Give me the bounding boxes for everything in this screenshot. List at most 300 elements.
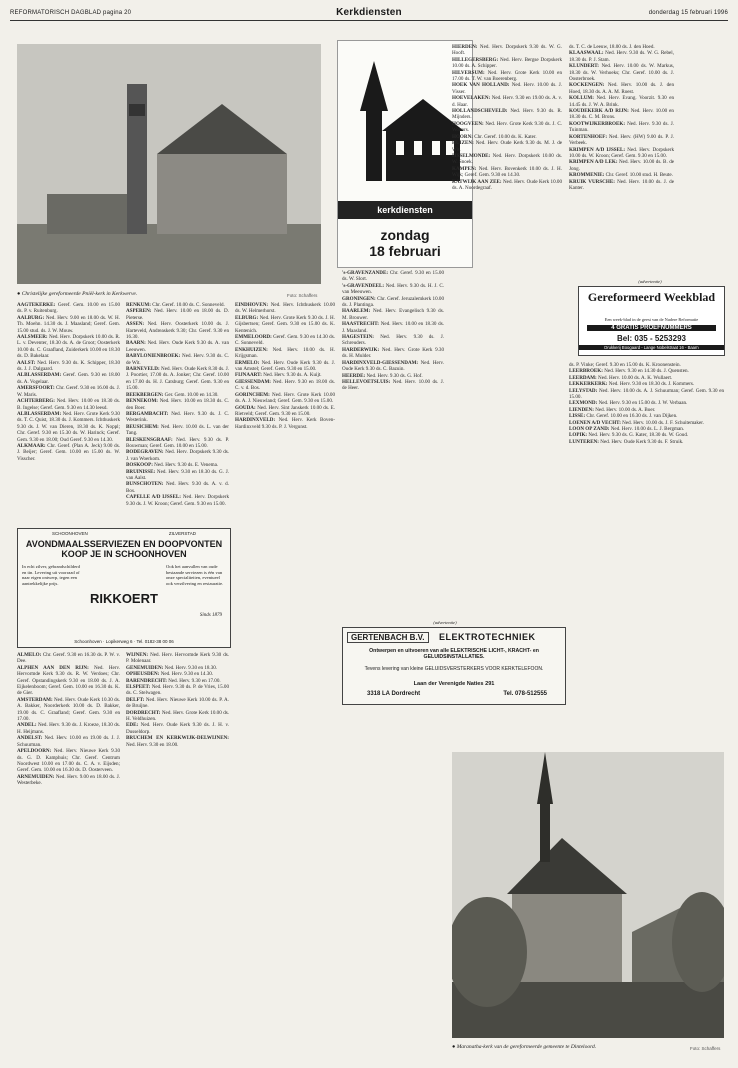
place-name: LOPIK: [569, 432, 588, 439]
service-times: Ned. Herv. 9.30 ds. G. Kater, 18.30 ds. W. Goud. [588, 432, 689, 439]
place-name: ANDELST: [17, 735, 43, 742]
place-name: ERMELO: [235, 359, 260, 366]
service-times: Ned. Herv. 9.30 en 18.00. [126, 741, 179, 748]
place-name: HAASTRECHT: [342, 321, 379, 328]
service-times: ds. P. Vinke; Geref. 9.30 en 15.00 ds. K. Kroonenstein. [569, 362, 681, 368]
service-times: Chr. Geref. 10.00 en 16.30 ds. J. van Dijken. [586, 413, 678, 420]
service-times: Ned. Herv. Grote Kerk 10.00 ds. H. Veldhuizen. [126, 709, 229, 723]
church-listing [126, 735, 229, 748]
church-listing [17, 360, 120, 373]
place-name: LEERDAM: [569, 374, 597, 381]
service-times: Geref. Gem. 9.30 en 18.00 ds. A. Vogelaar. [17, 372, 120, 385]
service-times: Ned. Herv. Dorpskerk 10.00 ds. W. Snoek. [452, 152, 562, 166]
ad-weekblad-tag: (advertentie) [638, 279, 662, 284]
church-listing [17, 372, 120, 385]
church-listing [235, 392, 335, 405]
service-times: Ned. Herv. 9.30 ds. J. C. Westerink. [126, 410, 229, 424]
column-6-lower-list [569, 362, 724, 445]
service-times: Ned. Herv. Dorpskerk 9.30 ds. J. W. Kroon; Geref. Gem. 9.30 en 15.00. [126, 494, 229, 507]
service-times: Ned. Herv. 9.30 en 14.30 ds. J. Quensten. [604, 368, 689, 375]
place-name: BEEKBERGEN: [126, 391, 164, 398]
service-times: Ned. Herv. Grote Kerk 10.00 ds. A. J. Nieuwland; Geref. Gem. 9.30 en 15.00. [235, 391, 335, 405]
place-name: BEUSICHEM: [126, 423, 159, 430]
church-listing [235, 334, 335, 347]
church-listing [126, 449, 229, 462]
service-times: Ned. Herv. 9.30 en 17.00. [168, 677, 221, 684]
place-name: LOENEN A/D VECHT: [569, 419, 621, 426]
place-name: APELDOORN: [17, 748, 52, 755]
service-times: Ned. Herv. 10.00 ds. L. van der Tang. [126, 423, 229, 437]
church-listing [126, 722, 229, 735]
service-times: Ned. Herv. 9.30 ds. R. Mijnders. [452, 108, 562, 121]
place-name: HUIZEN: [452, 140, 474, 147]
church-listing [126, 321, 229, 340]
column-2-upper-list [126, 302, 229, 507]
service-times: Ned. Herv. Ichthuskerk 10.00 ds. W. Helmerhorst. [235, 302, 335, 315]
church-listing [569, 95, 674, 108]
service-times: Ned. Herv. (HW) 9.00 ds. P. J. Verbeek. [569, 133, 674, 147]
place-name: BRUINISSE: [126, 468, 156, 475]
place-name: KRUIK VURSCHE: [569, 178, 615, 185]
service-times: Ned. Herv. 10.00 ds. A. J. Schuurman; Geref. Gem. 9.30 en 15.00. [569, 387, 724, 401]
service-times: Ned. Herv. Grote Kerk 10.00 en 17.00 ds. T. W. van Boerenberg. [452, 69, 562, 83]
service-times: Ned. Herv. 9.30 ds. P. de Vries, 15.00 ds. C. Stelwagen. [126, 684, 229, 697]
service-times: Ned. Herv. 9.30 en 18.00 ds. C. v. d. Bos. [235, 378, 335, 392]
service-times: Ned. Herv. Dorpskerk 10.00 ds. W. Kroon; Geref. Gem. 9.30 en 15.00. [569, 146, 674, 159]
church-listing [569, 121, 674, 134]
ad-rikkoert-label-left: SCHOONHOVEN [52, 531, 88, 536]
church-listing [17, 735, 120, 748]
place-name: LISSE: [569, 413, 586, 420]
church-listing [17, 774, 120, 787]
column-5-list [452, 44, 562, 191]
photo-credit-bottom: Foto: Schaffers [690, 1046, 721, 1051]
place-name: HOEVELAKEN: [452, 95, 491, 102]
church-listing [126, 481, 229, 494]
church-listing [235, 315, 335, 334]
service-times: Ned. Herv. 10.00 ds. A. K. Wullaert. [598, 374, 673, 381]
service-times: Ned. Herv. 10.00 en 19.00 ds. J. J. Schuurman. [17, 735, 120, 748]
church-listing [235, 360, 335, 373]
church-listing [126, 684, 229, 697]
place-name: KORTENHOEF: [569, 133, 608, 140]
service-times: Ned. Herv. 9.30 ds. W. G. Rebel, 18.30 ds. P. J. Stam. [569, 50, 674, 63]
church-listing [17, 302, 120, 315]
place-name: ARNEMUIDEN: [17, 773, 55, 780]
place-name: LEERBROEK: [569, 368, 603, 375]
service-times: Ned. Herv. Hervormde Kerk 9.30 ds. P. Molenaar. [126, 652, 229, 665]
service-times: Ned. Herv. Grote Kerk 9.30 ds. H. Mulder. [342, 346, 444, 360]
place-name: HARDINXVELD: [235, 417, 276, 424]
service-times: Ned. Herv. 10.00 ds. J. Visser. [452, 82, 562, 95]
place-name: DELFT: [126, 696, 145, 703]
ad-gertenbach-tag: (advertentie) [433, 620, 457, 625]
church-listing [126, 411, 229, 424]
header-rule [10, 20, 728, 21]
place-name: HOLLANDSCHEVELD: [452, 108, 508, 115]
column-3-list [235, 302, 335, 430]
place-name: IJSSELMONDE: [452, 152, 491, 159]
photo-caption-bottom: ● Maranatha-kerk van de gereformeerde gemeente te Dinteloord. [452, 1044, 597, 1050]
place-name: ALPHEN AAN DEN RIJN: [17, 664, 89, 671]
column-4-list [342, 270, 444, 392]
service-times: Ned. Herv. Oude Kerk 9.30 ds. J. van Amstel; Geref. Gem. 9.30 en 15.00. [235, 359, 335, 373]
ad-rikkoert-title: AVONDMAALSSERVIEZEN EN DOOPVONTEN KOOP JE IN SCHOONHOVEN [25, 539, 223, 559]
service-times: Ned. Herv. 10.00 ds. L. J. Bergman. [610, 426, 685, 433]
service-times: Ned. Herv. 10.00 ds. B. de Jong. [569, 159, 674, 172]
church-listing [17, 398, 120, 411]
service-times: Ned. Herv. 9.30 en 14.30. [160, 671, 214, 678]
church-listing [17, 443, 120, 462]
place-name: BERGAMBACHT: [126, 410, 169, 417]
place-name: 's-GRAVENDEEL: [342, 282, 385, 289]
column-4-upper [342, 270, 444, 618]
ad-rikkoert-label-right: ZILVERSTAD [168, 531, 196, 536]
service-times: Ned. Herv. 9.30 en 18.30 ds. G. J. van Aalst. [126, 468, 229, 481]
church-listing [452, 82, 562, 95]
place-name: ALBLASSERDAM: [17, 372, 62, 379]
service-times: Chr. Geref. Jeruzalemkerk 10.00 ds. J. Plantinga. [342, 295, 444, 309]
column-5 [452, 44, 562, 618]
service-times: Ned. Herv. Oude Kerk 9.30 ds. F. Struik. [600, 438, 684, 445]
church-listing [342, 347, 444, 360]
church-listing [569, 134, 674, 147]
church-listing [126, 652, 229, 665]
place-name: HILVERSUM: [452, 69, 485, 76]
place-name: ANDEL: [17, 722, 37, 729]
church-listing [235, 302, 335, 315]
service-times: Ned. Herv. Oude Kerk 8.30 ds. J. J. Poortier, 17.00 ds. A. Jonker; Chr. Geref. 10.00 en 17.00 ds. H. J. Catsburg; Geref. Gem. 9.30 en 15.00. [126, 366, 229, 392]
ad-gertenbach-address: Laan der Verenigde Naties 291 [413, 681, 495, 687]
place-name: GIESSENDAM: [235, 378, 271, 385]
church-photo-dinteloord-graphic [452, 752, 724, 1038]
place-name: KOOTWIJKERBROEK: [569, 120, 626, 127]
ad-gertenbach-name: GERTENBACH B.V. [347, 632, 429, 643]
service-times: Ned. Herv. 10.00 ds. A. Boer. [595, 406, 656, 413]
place-name: LELYSTAD: [569, 387, 598, 394]
place-name: KRIMPEN A/D LEK: [569, 159, 618, 166]
place-name: LEKKERKERK: [569, 381, 608, 388]
service-times: Ned. Herv. 9.00 en 18.00 ds. J. Westerbeke. [17, 773, 120, 787]
ad-rikkoert-body-left: In echt zilver, gebrandschilderd en tin. Levering uit voorraad of naar eigen ontwerp, tegen een aantrekkelijke prijs. [22, 564, 80, 586]
church-listing [126, 697, 229, 710]
column-1-lower [17, 652, 120, 1060]
column-3-upper [235, 302, 335, 1060]
church-listing [452, 95, 562, 108]
place-name: ALBLASSERDAM: [17, 410, 62, 417]
photo-caption-top: ● Christelijke gereformeerde Pniël-kerk in Kerkwerve. [17, 291, 138, 297]
service-times: Chr. Geref. (Plan A. Jeck) 9.00 ds. J. Beijer; Geref. Gem. 10.00 en 15.00 ds. W. Visscher. [17, 442, 120, 462]
ad-weekblad-sub: Een week-blad in de geest van de Nadere Reformatie [604, 317, 699, 322]
place-name: BLESKENSGRAAF: [126, 436, 173, 443]
service-times: Ned. Herv. Nieuwe Kerk 9.30 ds. G. D. Kamphuis; Chr. Geref. Centrum Noordwest 10.00 en 17.00 ds. C. A. v. Eijsden; Geref. Gem. 10.00 en 16.30 ds. D. Oosterveen. [17, 748, 120, 774]
place-name: WIJNEN: [126, 652, 149, 658]
service-times: Ned. Herv. Bovenkerk 10.00 ds. J. H. Wijk; Geref. Gem. 9.30 en 14.30. [452, 165, 562, 179]
service-times: Ned. Herv. 9.30 ds. C. de Wit. [126, 353, 229, 366]
place-name: AMERSFOORT: [17, 385, 55, 392]
kerkdiensten-day: zondag [380, 227, 430, 243]
column-1-upper [17, 302, 120, 522]
header-paper-name: REFORMATORISCH DAGBLAD pagina 20 [10, 10, 132, 16]
church-listing [17, 315, 120, 334]
service-times: Ned. Herv. 9.30 en 18.30 ds. J. Kommers. [608, 381, 695, 388]
church-listing [569, 439, 724, 445]
church-listing [452, 140, 562, 153]
place-name: HAGESTEIN: [342, 334, 374, 341]
place-name: RENKUM: [126, 302, 151, 308]
church-listing [17, 334, 120, 360]
place-name: GORINCHEM: [235, 391, 270, 398]
church-listing [452, 179, 562, 192]
place-name: AALBURG: [17, 314, 45, 321]
church-listing [126, 437, 229, 450]
place-name: ALMELO: [17, 652, 42, 658]
place-name: AMSTERDAM: [17, 696, 53, 703]
service-times: Ned. Herv. 9.30 ds. H. J. C. van Meeuwen. [342, 282, 444, 296]
place-name: AALSMEER: [17, 334, 48, 341]
church-listing [17, 748, 120, 774]
place-name: HIERDEN: [452, 44, 478, 50]
service-times: Geref. Gem. 9.30 en 14.30 ds. C. Sonneveld. [235, 334, 335, 347]
place-name: LEXMOND: [569, 400, 598, 407]
church-listing [569, 82, 674, 95]
service-times: Ned. Herv. 9.30 ds. K. Schipper, 18.30 ds. J. J. Dalgaard. [17, 359, 120, 373]
service-times: Ned. Herv. 10.00 en 18.30 ds. J. Maasland. [342, 321, 444, 334]
church-listing [17, 722, 120, 735]
church-listing [126, 710, 229, 723]
place-name: HILLEGERSBERG: [452, 56, 499, 63]
church-listing [17, 652, 120, 665]
church-listing [569, 108, 674, 121]
church-listing [235, 417, 335, 430]
service-times: Ned. Herv. 9.30 ds. G. Hof. [366, 372, 423, 379]
service-times: Ned. Herv. Evang. Voorzit. 9.30 en 14.45 ds. J. W. A. Brink. [569, 95, 674, 108]
place-name: BABYLONIENBROEK: [126, 353, 181, 360]
column-2-lower [126, 652, 229, 1060]
service-times: Ned. Herv. 10.00 ds. J. den Hoed, 18.30 ds. A. A. M. Roest. [569, 82, 674, 95]
place-name: KOCKENGEN: [569, 82, 605, 89]
ad-weekblad-phone: Bel: 035 - 5253293 [617, 334, 686, 343]
place-name: ASSEN: [126, 321, 145, 328]
service-times: Ned. Herv. Grote Kerk 9.30 ds. T. C. Quist, 18.30 ds. J. Kommers. Ichthuskerk 9.30 ds. J. W. van Dieren, 18.30 ds. K. Noppl; Chr. Geref. 9.30 en 15.30 ds. W. Harinck; Geref. Gem. 9.30 en 18.00; Oud Geref. 9.30 en 14.30. [17, 410, 120, 443]
service-times: Geref. Gem. 10.00 en 15.00 ds. P. v. Ruitenburg. [17, 302, 120, 315]
place-name: HOORN: [452, 133, 473, 140]
church-listing [452, 70, 562, 83]
church-listing [342, 308, 444, 321]
place-name: LIENDEN: [569, 406, 594, 413]
column-6-lower [569, 362, 724, 692]
service-times: Ned. Herv. 9.30 ds. A. v. d. Bos. [126, 481, 229, 494]
place-name: LOON OP ZAND: [569, 426, 610, 433]
service-times: Ned. Herv. Oude Kerk 9.30 ds. C. Bazuin. [342, 359, 444, 373]
church-listing [126, 494, 229, 507]
church-listing [569, 388, 724, 401]
place-name: ACHTERBERG: [17, 398, 55, 405]
service-times: Ned. Herv. 9.30 ds. J. Kroeze, 18.30 ds. H. Heijmans. [17, 722, 120, 735]
service-times: Ned. Herv. 10.00 ds. H. Krijgsman. [235, 346, 335, 360]
place-name: OPHEUSDEN: [126, 671, 160, 678]
service-times: Ned. Herv. 9.30 ds. A. Kuijt. [263, 372, 322, 379]
ad-weekblad-title: Gereformeerd Weekblad [587, 290, 716, 304]
service-times: Ned. Herv. Dorpskerk 10.00 ds. R. L. v. Deventer, 18.30 ds. A. de Groot; Oosterkerk 10.00 ds. C. Graafland, Zuiderkerk 10.00 en 18.30 ds. D. Bakelaar. [17, 334, 120, 360]
place-name: GRONINGEN: [342, 295, 376, 302]
service-times: Ned. Herv. Oude Kerk 9.30 ds. A. van Leeuwen. [126, 340, 229, 353]
place-name: KROMMENIE: [569, 172, 605, 179]
ad-gertenbach-city: 3318 LA Dordrecht [367, 691, 421, 697]
column-6-upper-list [569, 44, 674, 191]
church-listing [452, 108, 562, 121]
service-times: Ned. Herv. Oosterkerk 10.00 ds. J. Harteveld, Andreaskerk 9.30; Chr. Geref. 9.30 en 16.30. [126, 321, 229, 341]
church-listing [126, 308, 229, 321]
service-times: Ned. Herv. Dorpskerk 9.30 ds. W. G. Hooft. [452, 44, 562, 57]
service-times: Ned. Herv. Hervormde Kerk 9.30 ds. R. W. Verdoes; Chr. Geref. Opstandingskerk 9.30 en 18.00 ds. J. A. Eijkelenboom; Geref. Gem. 10.00 en 16.30 ds. K. de Gier. [17, 664, 120, 697]
photo-credit-top: Foto: Schaffers [287, 293, 318, 298]
service-times: Ned. Herv. 9.30 en 15.00 ds. J. W. Verbaan. [598, 400, 688, 407]
service-times: Ned. Herv. Oude Kerk 9.30 ds. J. H. v. Dusseldorp. [126, 722, 229, 735]
place-name: KRIMPEN A/D IJSSEL: [569, 146, 626, 153]
place-name: EMMELOORD: [235, 334, 272, 341]
place-name: HARDINXVELD-GIESSENDAM: [342, 359, 419, 366]
church-listing [126, 424, 229, 437]
ad-weekblad-offer: 4 GRATIS PROEFNUMMERS [587, 325, 716, 331]
church-listing [569, 50, 674, 63]
place-name: BENNEKOM: [126, 398, 158, 405]
place-name: BARNEVELD: [126, 366, 160, 373]
service-times: Chr. Geref. 10.00 ds. K. Kater. [474, 133, 537, 140]
service-times: Ned. Herv. 9.30 ds. J. Schreuders. [342, 334, 444, 347]
church-listing [126, 366, 229, 392]
place-name: 's-GRAVENZANDE: [342, 270, 389, 276]
church-listing [17, 385, 120, 398]
church-listing [569, 159, 674, 172]
column-2-upper [126, 302, 229, 522]
place-name: KOUDEKERK A/D RIJN: [569, 108, 629, 115]
service-times: Ned. Herv. 9.30 ds. J. Tuinman. [569, 120, 674, 134]
place-name: AALST: [17, 359, 36, 366]
church-photo-dinteloord [452, 752, 724, 1038]
place-name: EINDHOVEN: [235, 302, 269, 308]
service-times: Ned. Herv. 10.00 en 18.30 ds. B. Ingelse; Geref. Gem. 9.30 en 14.30 leesd. [17, 398, 120, 411]
service-times: Ger. Gem. 10.00 en 14.30. [164, 391, 219, 398]
service-times: Ned. Herv. 9.30 ds. P. Bouwman; Geref. Gem. 10.00 en 15.00. [126, 436, 229, 449]
church-listing [17, 665, 120, 697]
service-times: Ned. Herv. Oude Kerk 10.00 ds. A. Noordegraaf. [452, 178, 562, 191]
service-times: Ned. Herv. 9.30 en 19.00 ds. A. v. d. Haar. [452, 95, 562, 108]
place-name: KLUNDERT: [569, 63, 600, 70]
place-name: ELSPEET: [126, 684, 151, 691]
church-listing [126, 398, 229, 411]
church-listing [342, 360, 444, 373]
church-listing [342, 379, 444, 392]
church-listing [452, 44, 562, 57]
place-name: KLAASWAAL: [569, 50, 604, 57]
place-name: BUNSCHOTEN: [126, 481, 164, 488]
place-name: BOSKOOP: [126, 462, 153, 469]
place-name: HEERDE: [342, 372, 366, 379]
place-name: ALKMAAR: [17, 442, 46, 449]
column-1-upper-list [17, 302, 120, 462]
service-times: Chr. Geref. 9.30 en 16.30 ds. P. W. v. Dee. [17, 652, 120, 665]
place-name: CAPELLE A/D IJSSEL: [126, 494, 181, 501]
service-times: Ned. Herv. 9.00 en 18.00 ds. W. H. Th. Moehn. 14.30 ds. J. Maasland; Geref. Gem. 15.00 stud. ds. J. W. Mouw. [17, 314, 120, 334]
service-times: Ned. Herv. Grote Kerk 9.30 ds. J. H. Gijsbertsen; Geref. Gem. 9.30 en 15.00 ds. K. Kentenich. [235, 314, 335, 334]
church-photo-kerkwerve-graphic [17, 44, 321, 284]
header-date: donderdag 15 februari 1996 [648, 10, 728, 16]
service-times: Ned. Herv. Oude Kerk 9.30 ds. M. J. de Wit. [452, 140, 562, 153]
church-listing [569, 147, 674, 160]
ad-rikkoert-address: Schoonhoven · Lopikerweg 6 · Tel. 0182-38 00 06 [74, 639, 174, 644]
ad-rikkoert-brand: RIKKOERT [90, 591, 158, 606]
church-listing [17, 697, 120, 723]
service-times: Ned. Herv. 10.00 en 18.00 ds. D. Pieterse. [126, 308, 229, 321]
place-name: ENKHUIZEN: [235, 346, 268, 353]
place-name: EDE: [126, 722, 139, 729]
service-times: Ned. Herv. 10.00 ds. J. F. Schuitemaker. [622, 419, 704, 426]
church-listing [126, 340, 229, 353]
place-name: KATWIJK AAN ZEE: [452, 178, 502, 185]
place-name: AAGTEKERKE: [17, 302, 56, 308]
place-name: ELBURG: [235, 314, 259, 321]
ad-gertenbach-line1: Ontwerpen en uitvoeren van alle ELEKTRISCHE LICHT-, KRACHT- en GELUIDSINSTALLATIES. [369, 648, 539, 661]
church-listing [342, 296, 444, 309]
church-listing [342, 321, 444, 334]
service-times: Ned. Herv. Bergse Dorpskerk 10.00 ds. A. Schipper. [452, 56, 562, 70]
place-name: DORDRECHT: [126, 709, 161, 716]
column-2-lower-list [126, 652, 229, 748]
place-name: KOLLUM: [569, 95, 594, 102]
church-listing [569, 179, 674, 192]
place-name: FIJNAART: [235, 372, 262, 379]
church-listing [452, 121, 562, 134]
service-times: Chr. Geref. 9.30 en 15.00 ds. W. Slort. [342, 270, 444, 283]
ad-rikkoert-since: Sinds 1879 [199, 613, 222, 618]
service-times: Ned. Herv. 9.30 ds. E. Venema. [154, 462, 219, 469]
ad-weekblad [578, 286, 725, 356]
column-1-lower-list [17, 652, 120, 787]
ad-rikkoert-body-right: Ook het aanvullen van oude bestaande serviezen is één van onze specialiteiten, eventueel ook verzilvering en restauratie. [166, 564, 224, 586]
church-listing [569, 63, 674, 82]
service-times: Ned. Herv. Kerk Boven-Hardinxveld 9.30 ds. P. J. Vergunst. [235, 417, 335, 430]
header-section-title: Kerkdiensten [336, 7, 402, 18]
place-name: KAMPEN: [452, 165, 477, 172]
service-times: Ned. Herv. Grote Kerk 9.30 ds. J. C. Wolters. [452, 120, 562, 134]
service-times: ds. T. C. de Leeuw, 18.00 ds. J. den Hoed. [569, 44, 655, 50]
service-times: Ned. Herv. Oude Kerk 10.30 ds. A. Bakker, Noorderkerk 10.00 ds. D. Bakker, 19.00 ds. C. Graafland; Geref. Gem. 9.30 en 17.00. [17, 696, 120, 723]
service-times: Chr. Geref. 10.00 ds. C. Sonneveld. [152, 302, 225, 308]
service-times: Chr. Geref. 9.30 en 16.00 ds. J. W. Maris. [17, 385, 120, 398]
service-times: Ned. Herv. 10.00 ds. W. Markus, 18.30 ds. W. Verhoeks; Chr. Geref. 10.00 ds. J. Oosterbroek. [569, 63, 674, 83]
place-name: LUNTEREN: [569, 438, 600, 445]
place-name: ASPEREN: [126, 308, 152, 315]
ad-gertenbach-phone: Tel. 078-512555 [503, 691, 547, 697]
place-name: GOUDA: [235, 404, 256, 411]
church-photo-kerkwerve [17, 44, 321, 284]
church-listing [452, 57, 562, 70]
page-header [10, 6, 728, 20]
place-name: HAARLEM: [342, 308, 371, 315]
place-name: GENEMUIDEN: [126, 664, 164, 671]
place-name: BAARN: [126, 340, 146, 347]
service-times: Ned. Herv. 9.30 en 18.30. [164, 664, 218, 671]
place-name: HOEK VAN HOLLAND: [452, 82, 510, 89]
church-listing [342, 334, 444, 347]
ad-gertenbach [342, 627, 566, 705]
place-name: BARENDRECHT: [126, 677, 167, 684]
ad-weekblad-addr: Drukkerij Boogaard - Lange Nobelstraat 16 - Baarn [579, 345, 724, 350]
service-times: Ned. Herv. Evangelisch 9.30 ds. M. Brouwer. [342, 308, 444, 321]
ad-gertenbach-line2: Tevens levering van kleine GELUIDSVERSTERKERS VOOR KERKTELEFOON. [364, 666, 544, 672]
church-listing [235, 405, 335, 418]
